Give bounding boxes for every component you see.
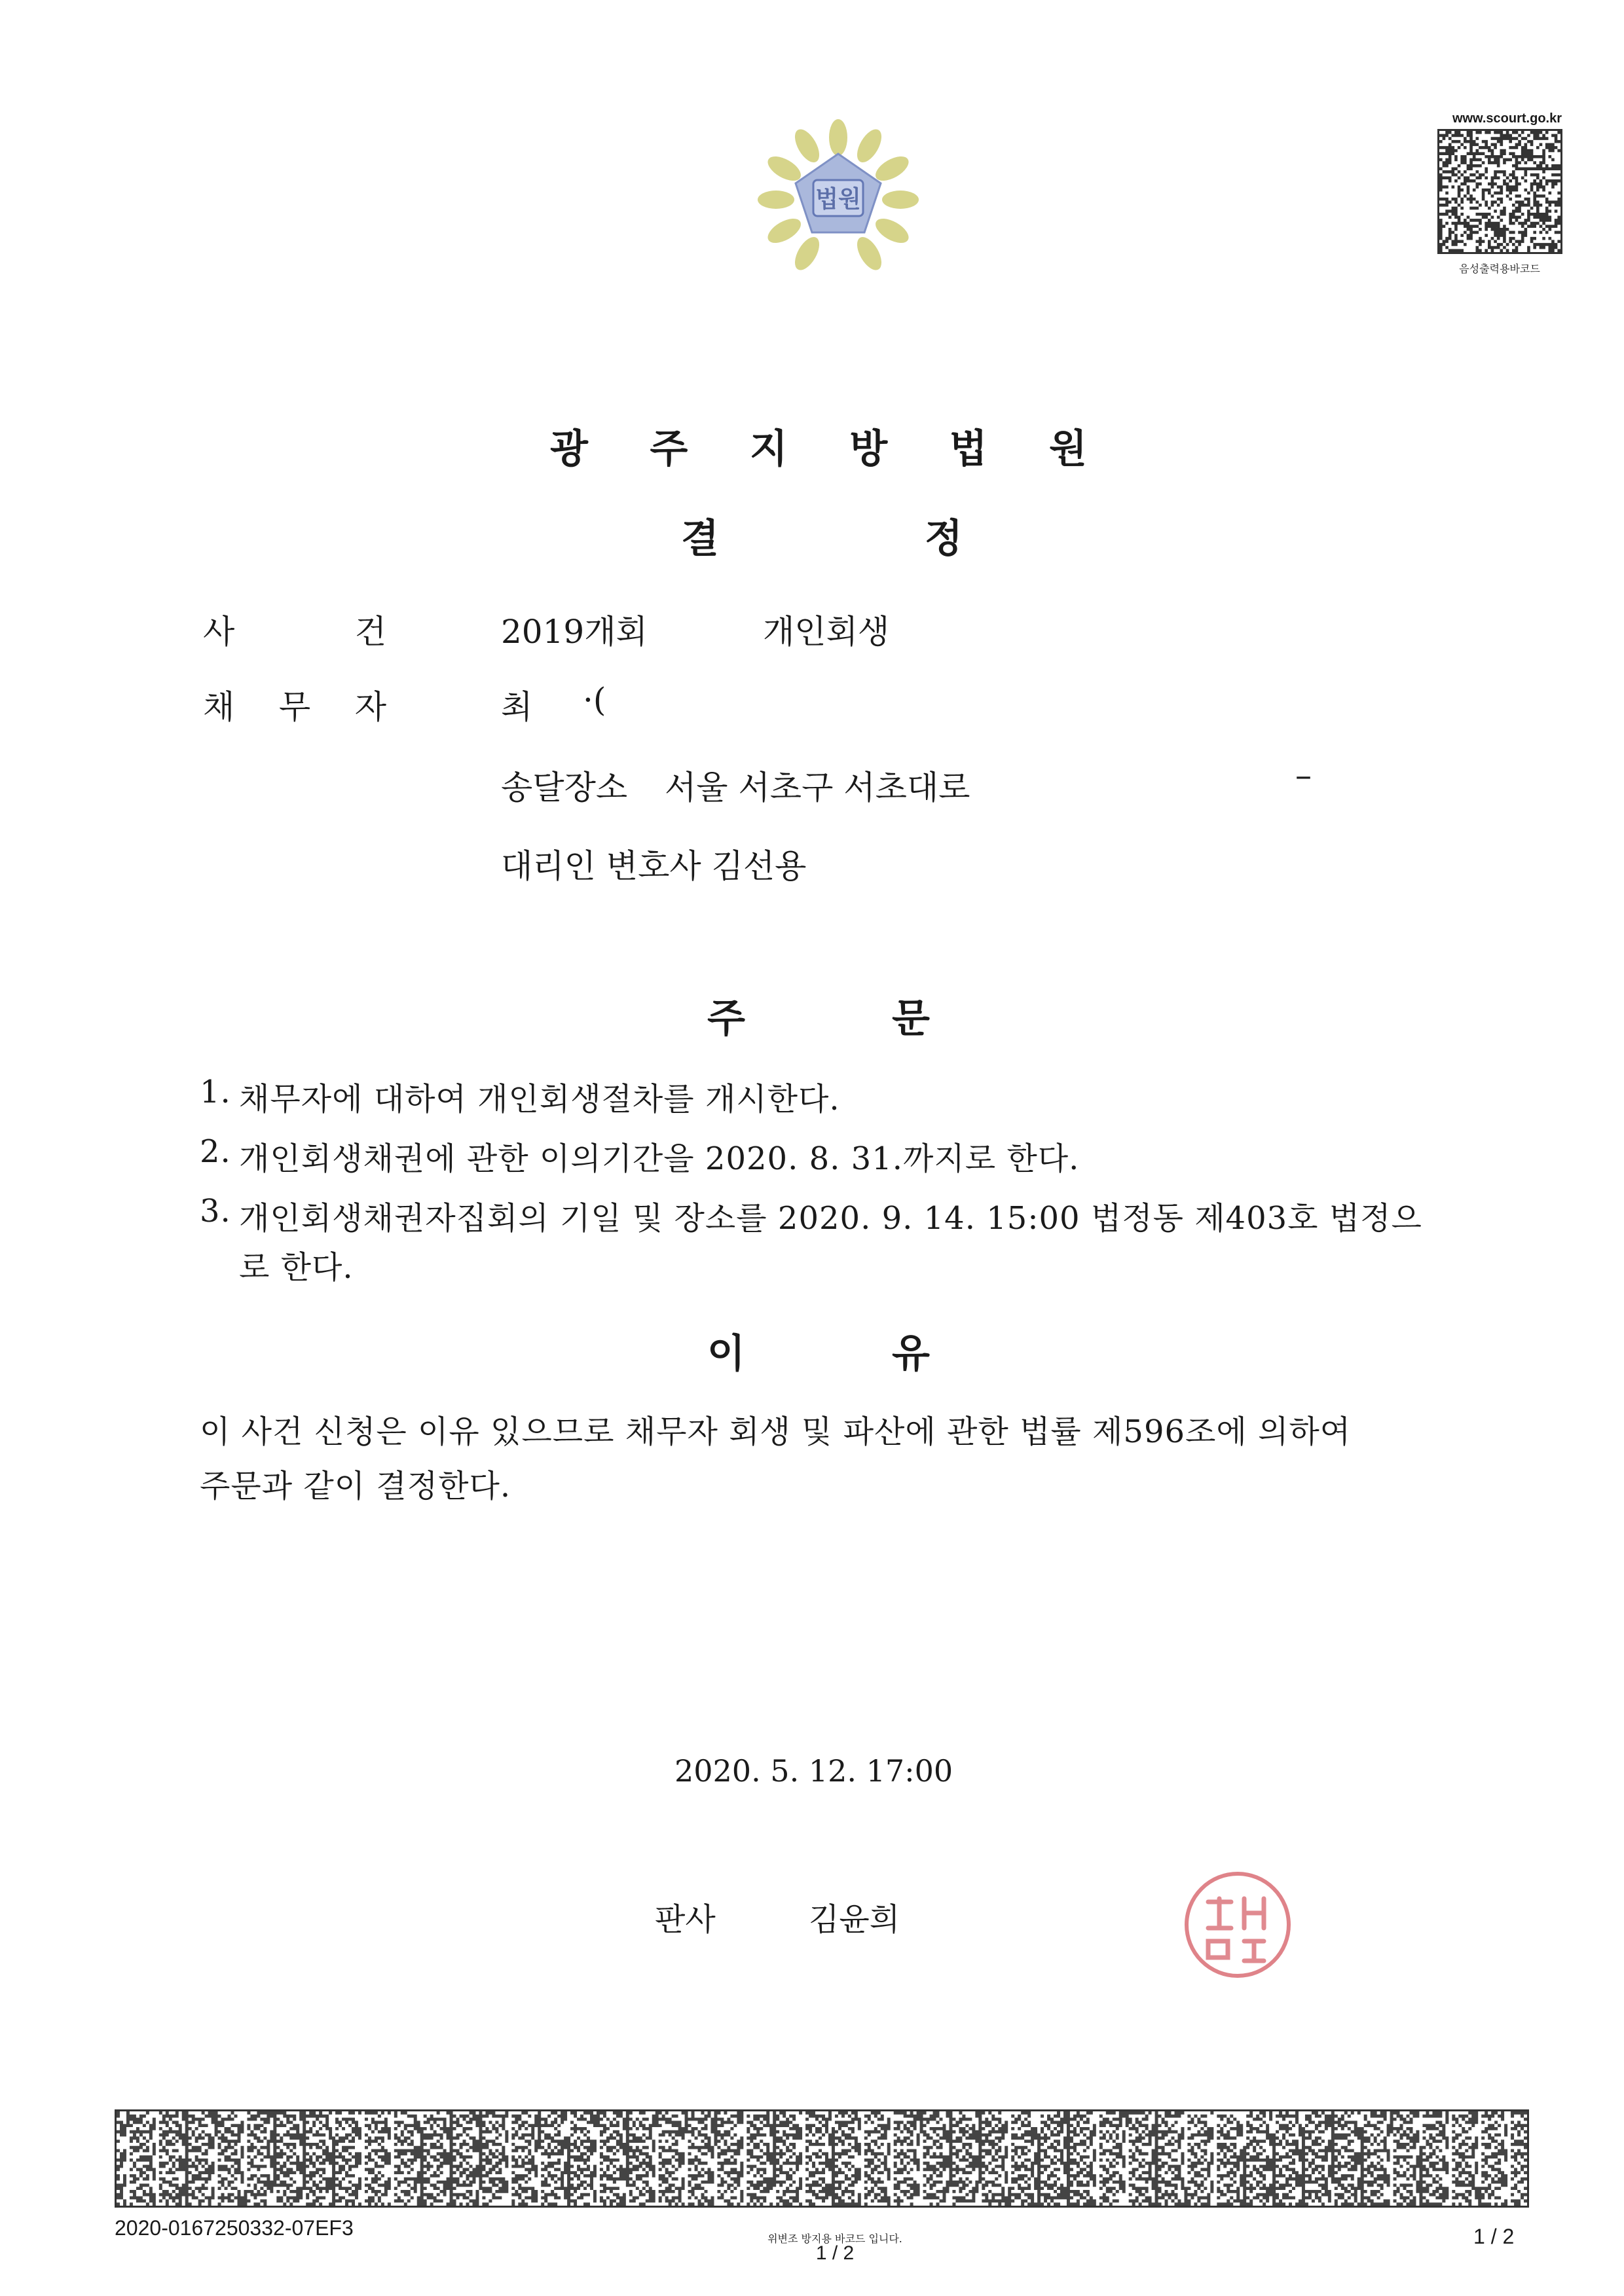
debtor-name: 최 (501, 688, 533, 726)
case-type: 개인회생 (763, 613, 890, 651)
page-number-center: 1 / 2 (815, 2242, 855, 2264)
address-tail: – (1295, 756, 1312, 794)
reason-line: 주문과 같이 결정한다. (200, 1468, 511, 1504)
document-number: 2020-0167250332-07EF3 (115, 2216, 354, 2240)
court-title: 광 주 지 방 법 원 (550, 426, 1087, 472)
qr-code-icon (1437, 129, 1562, 254)
list-item: 3. 개인회생채권자집회의 기일 및 장소를 2020. 9. 14. 15:00 법정동 제403호 법정으 (200, 1193, 1422, 1237)
agent-line: 대리인 변호사 김선용 (501, 847, 807, 885)
case-number: 2019개회 (501, 613, 648, 651)
page-number-right: 1 / 2 (1473, 2225, 1515, 2248)
judge-title: 판사 (655, 1901, 716, 1938)
qr-caption: 음성출력용바코드 (1459, 263, 1540, 275)
list-item: 1. 채무자에 대하여 개인회생절차를 개시한다. (200, 1074, 840, 1118)
list-item-continuation: 로 한다. (239, 1249, 354, 1286)
list-item: 2. 개인회생채권에 관한 이의기간을 2020. 8. 31.까지로 한다. (200, 1133, 1080, 1177)
voice-output-qr (1437, 111, 1562, 276)
reason-title: 이 유 (707, 1331, 930, 1377)
reason-line: 이 사건 신청은 이유 있으므로 채무자 회생 및 파산에 관한 법률 제596조에 의하여 (200, 1413, 1352, 1450)
decision-title: 결 정 (681, 516, 963, 562)
judge-seal-icon (1179, 1866, 1297, 1984)
judge-name: 김윤희 (809, 1901, 900, 1938)
decision-date: 2020. 5. 12. 17:00 (674, 1753, 953, 1789)
service-address: 서울 서초구 서초대로 (665, 769, 970, 807)
order-title: 주 문 (707, 996, 930, 1042)
order-list (200, 1074, 1444, 1287)
barcode-note: 위변조 방지용 바코드 입니다. (767, 2232, 902, 2245)
court-emblem-icon (740, 118, 936, 282)
service-address-label: 송달장소 (501, 769, 628, 807)
qr-url: www.scourt.go.kr (1452, 111, 1562, 126)
anti-forgery-barcode-icon (115, 2109, 1529, 2208)
debtor-label: 채 무 자 (203, 688, 386, 726)
emblem-text: 법원 (815, 186, 861, 213)
case-label: 사 건 (203, 613, 386, 651)
reason-text (200, 1406, 1444, 1506)
debtor-name-tail: ·( (583, 681, 606, 719)
